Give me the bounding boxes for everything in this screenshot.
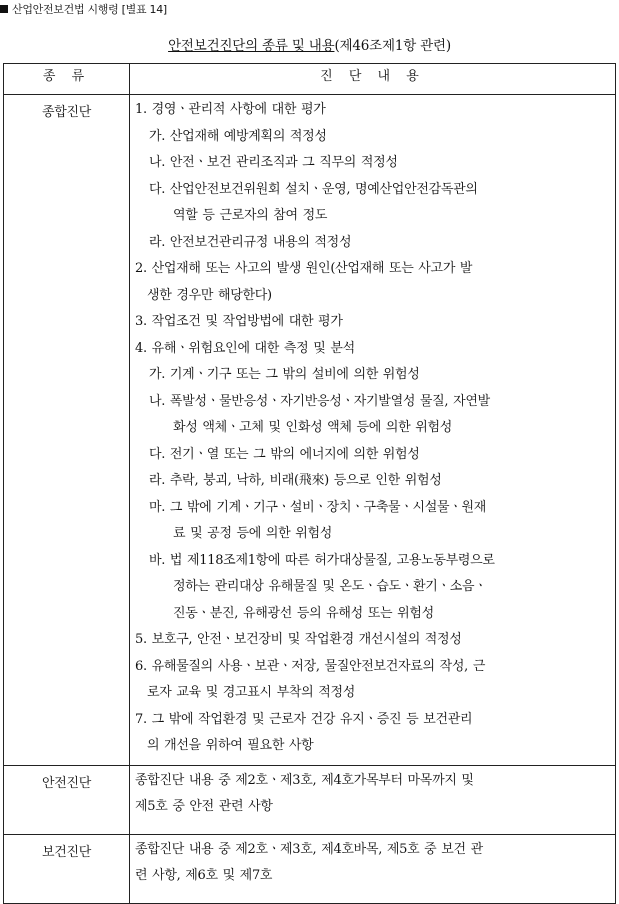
header-text: 산업안전보건법 시행령 [별표 14] bbox=[12, 3, 167, 16]
content-line: 역할 등 근로자의 참여 정도 bbox=[173, 208, 328, 223]
content-line: 가. 기계ㆍ기구 또는 그 밖의 설비에 의한 위험성 bbox=[149, 367, 420, 382]
column-header-type: 종 류 bbox=[4, 64, 130, 95]
content-line: 제5호 중 안전 관련 사항 bbox=[135, 799, 273, 814]
content-line: 진동ㆍ분진, 유해광선 등의 유해성 또는 위험성 bbox=[173, 605, 434, 621]
table-row bbox=[4, 95, 616, 766]
content-line: 3. 작업조건 및 작업방법에 대한 평가 bbox=[135, 314, 343, 329]
content-line: 6. 유해물질의 사용ㆍ보관ㆍ저장, 물질안전보건자료의 작성, 근 bbox=[135, 658, 486, 674]
content-line: 료 및 공정 등에 의한 위험성 bbox=[173, 526, 332, 541]
content-line: 화성 액체ㆍ고체 및 인화성 액체 등에 의한 위험성 bbox=[173, 420, 452, 435]
content-line: 생한 경우만 해당한다) bbox=[147, 287, 272, 303]
row-category: 안전진단 bbox=[4, 765, 130, 834]
document-title bbox=[0, 34, 619, 54]
content-line: 가. 산업재해 예방계획의 적정성 bbox=[149, 128, 327, 144]
content-line: 4. 유해ㆍ위험요인에 대한 측정 및 분석 bbox=[135, 340, 355, 356]
row-content bbox=[130, 834, 616, 903]
content-line: 로자 교육 및 경고표시 부착의 적정성 bbox=[147, 685, 356, 700]
content-line: 7. 그 밖에 작업환경 및 근로자 건강 유지ㆍ증진 등 보건관리 bbox=[135, 711, 473, 727]
diagnosis-table bbox=[3, 63, 616, 904]
content-line: 나. 안전ㆍ보건 관리조직과 그 직무의 적정성 bbox=[149, 155, 398, 170]
content-line: 의 개선을 위하여 필요한 사항 bbox=[147, 738, 314, 753]
content-line: 다. 산업안전보건위원회 설치ㆍ운영, 명예산업안전감독관의 bbox=[149, 181, 478, 197]
content-line: 련 사항, 제6호 및 제7호 bbox=[135, 868, 273, 883]
table-header-row bbox=[4, 64, 616, 95]
content-line: 라. 안전보건관리규정 내용의 적정성 bbox=[149, 234, 352, 250]
row-category: 종합진단 bbox=[4, 95, 130, 766]
content-line: 정하는 관리대상 유해물질 및 온도ㆍ습도ㆍ환기ㆍ소음ㆍ bbox=[173, 579, 487, 594]
row-content bbox=[130, 765, 616, 834]
column-header-content: 진 단 내 용 bbox=[130, 64, 616, 95]
content-line: 나. 폭발성ㆍ물반응성ㆍ자기반응성ㆍ자기발열성 물질, 자연발 bbox=[149, 393, 490, 409]
content-line: 2. 산업재해 또는 사고의 발생 원인(산업재해 또는 사고가 발 bbox=[135, 261, 473, 276]
title-main: 안전보건진단의 종류 및 내용 bbox=[168, 38, 335, 54]
title-suffix: (제46조제1항 관련) bbox=[334, 38, 451, 54]
content-line: 라. 추락, 붕괴, 낙하, 비래(飛來) 등으로 인한 위험성 bbox=[149, 473, 442, 488]
content-line: 1. 경영ㆍ관리적 사항에 대한 평가 bbox=[135, 102, 326, 117]
row-content bbox=[130, 95, 616, 766]
content-line: 종합진단 내용 중 제2호ㆍ제3호, 제4호가목부터 마목까지 및 bbox=[135, 772, 474, 788]
table-row bbox=[4, 765, 616, 834]
row-category: 보건진단 bbox=[4, 834, 130, 903]
content-line: 마. 그 밖에 기계ㆍ기구ㆍ설비ㆍ장치ㆍ구축물ㆍ시설물ㆍ원재 bbox=[149, 499, 487, 515]
document-header bbox=[0, 0, 167, 18]
content-line: 5. 보호구, 안전ㆍ보건장비 및 작업환경 개선시설의 적정성 bbox=[135, 632, 462, 647]
content-line: 다. 전기ㆍ열 또는 그 밖의 에너지에 의한 위험성 bbox=[149, 446, 420, 462]
content-line: 종합진단 내용 중 제2호ㆍ제3호, 제4호바목, 제5호 중 보건 관 bbox=[135, 841, 483, 857]
table-row bbox=[4, 834, 616, 903]
content-line: 바. 법 제118조제1항에 따른 허가대상물질, 고용노동부령으로 bbox=[149, 552, 495, 568]
black-square-icon bbox=[0, 5, 8, 13]
